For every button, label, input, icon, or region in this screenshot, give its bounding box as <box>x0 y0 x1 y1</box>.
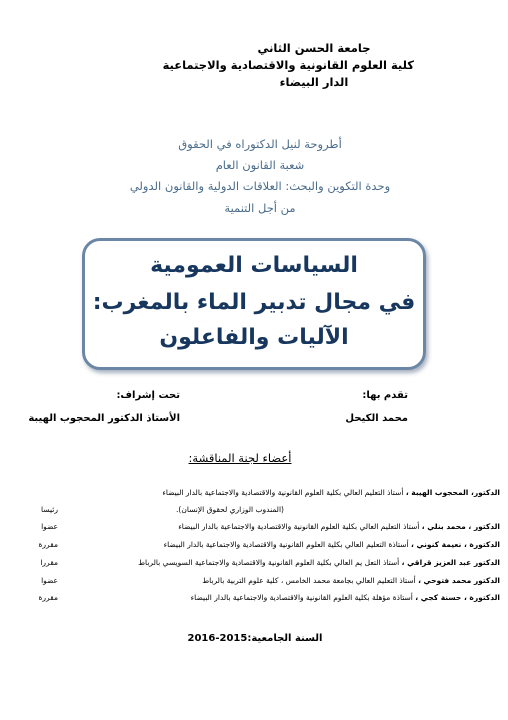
thesis-branch: شعبة القانون العام <box>215 158 305 172</box>
member-description: أستاذ التعل يم العالي بكلية العلوم القانونية والاقتصادية والاجتماعية السويسي بالرباط <box>138 558 400 567</box>
member-description: أستاذة التعليم العالي بكلية العلوم القانونية والاقتصادية والاجتماعية بالدار البيضاء <box>163 540 409 549</box>
title-line-2: في مجال تدبير الماء بالمغرب: <box>92 290 416 315</box>
thesis-unit-suffix: من أجل التنمية <box>224 201 296 215</box>
committee-member <box>40 576 500 585</box>
member-description: أستاذة مؤهلة بكلية العلوم القانونية والاقتصادية والاجتماعية بالدار البيضاء <box>190 593 413 602</box>
member-role: عضوا <box>41 576 58 585</box>
member-role: مقررا <box>40 558 58 567</box>
academic-year: السنة الجامعية:2015-2016 <box>187 633 323 644</box>
title-line-1: السياسات العمومية <box>150 253 358 278</box>
committee-member <box>40 522 500 531</box>
member-name: الدكتورة ، نعيمة كنوني ، <box>411 540 500 549</box>
committee-member <box>40 488 500 497</box>
thesis-degree: أطروحة لنيل الدكتوراه في الحقوق <box>178 137 342 151</box>
member-role: رئيسا <box>41 505 58 514</box>
member-role: مقررة <box>38 593 58 602</box>
university-header <box>162 40 414 91</box>
city-name: الدار البيضاء <box>279 75 349 89</box>
member-role: عضوا <box>41 522 58 531</box>
committee-member <box>40 593 500 602</box>
member-role: مقررة <box>38 540 58 549</box>
supervisor-label: تحت إشراف: <box>116 390 180 401</box>
title-line-3: الآليات والفاعلون <box>159 325 349 350</box>
presenter-name: محمد الكيحل <box>345 413 408 424</box>
supervisor-name: الأستاذ الدكتور المحجوب الهيبة <box>28 413 180 424</box>
committee-member <box>40 540 500 549</box>
member-note: (المندوب الوزاري لحقوق الإنسان). <box>176 505 284 514</box>
member-name: الدكتورة ، حسنة كجي ، <box>415 593 500 602</box>
faculty-name: كلية العلوم القانونية والاقتصادية والاجتماعية <box>162 58 414 72</box>
member-name: الدكتور عبد العزيز قراقي ، <box>401 558 500 567</box>
presented-by-label: تقدم بها: <box>362 390 408 401</box>
member-description: أستاذ التعليم العالي بكلية العلوم القانونية والاقتصادية والاجتماعية بالدار البيضاء <box>162 488 404 497</box>
thesis-unit: وحدة التكوين والبحث: العلاقات الدولية والقانون الدولي <box>129 179 391 193</box>
committee-heading: أعضاء لجنة المناقشة: <box>188 451 292 465</box>
member-name: الدكتور، المحجوب الهيبة ، <box>405 488 500 497</box>
member-name: الدكتور محمد فتوحي ، <box>418 576 500 585</box>
committee-member <box>40 558 500 567</box>
university-name: جامعة الحسن الثاني <box>257 41 371 55</box>
member-description: أستاذ التعليم العالي بجامعة محمد الخامس ، كلية علوم التربية بالرباط <box>202 576 416 585</box>
member-description: أستاذ التعليم العالي بكلية العلوم القانونية والاقتصادية والاجتماعية بالدار البيضاء <box>178 522 420 531</box>
member-name: الدكتور ، محمد بنلي ، <box>421 522 500 531</box>
